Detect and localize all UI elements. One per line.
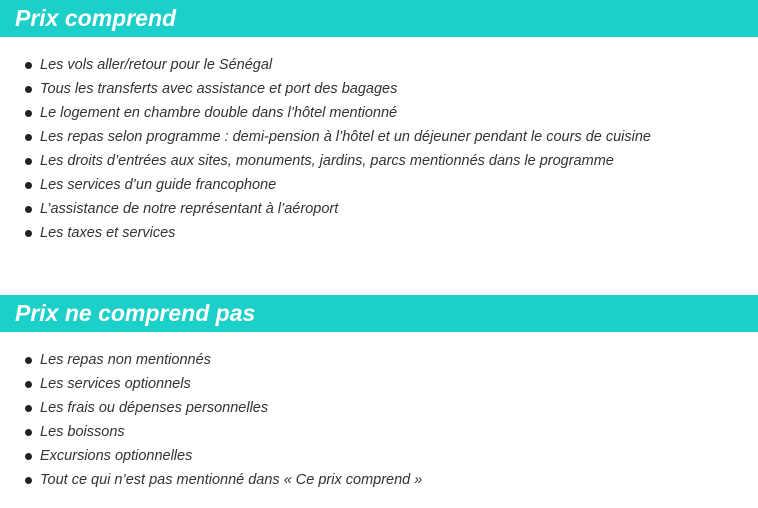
bullet-icon bbox=[25, 182, 32, 189]
bullet-icon bbox=[25, 477, 32, 484]
list-item bbox=[0, 149, 651, 173]
list-item-text: Les repas non mentionnés bbox=[40, 352, 211, 368]
list-item-text: Tous les transferts avec assistance et port des bagages bbox=[40, 81, 398, 97]
list-item bbox=[0, 444, 422, 468]
list-item bbox=[0, 348, 422, 372]
excluded-list bbox=[0, 348, 422, 492]
list-item bbox=[0, 396, 422, 420]
list-item-text: Le logement en chambre double dans l’hôtel mentionné bbox=[40, 105, 398, 121]
list-item bbox=[0, 101, 651, 125]
bullet-icon bbox=[25, 134, 32, 141]
list-item-text: Les services optionnels bbox=[40, 376, 191, 392]
bullet-icon bbox=[25, 405, 32, 412]
section-title-excluded: Prix ne comprend pas bbox=[0, 295, 758, 332]
list-item-text: Les vols aller/retour pour le Sénégal bbox=[40, 57, 273, 73]
bullet-icon bbox=[25, 62, 32, 69]
list-item bbox=[0, 372, 422, 396]
list-item bbox=[0, 221, 651, 245]
list-item-text: Les droits d’entrées aux sites, monuments, jardins, parcs mentionnés dans le programme bbox=[40, 153, 614, 169]
list-item-text: Les frais ou dépenses personnelles bbox=[40, 400, 269, 416]
list-item-text: Les taxes et services bbox=[40, 225, 176, 241]
list-item-text: Les boissons bbox=[40, 424, 125, 440]
bullet-icon bbox=[25, 453, 32, 460]
bullet-icon bbox=[25, 110, 32, 117]
list-item bbox=[0, 77, 651, 101]
list-item bbox=[0, 125, 651, 149]
bullet-icon bbox=[25, 429, 32, 436]
list-item bbox=[0, 197, 651, 221]
bullet-icon bbox=[25, 86, 32, 93]
list-item bbox=[0, 468, 422, 492]
list-item-text: L’assistance de notre représentant à l’aéroport bbox=[40, 201, 339, 217]
bullet-icon bbox=[25, 158, 32, 165]
list-item bbox=[0, 420, 422, 444]
list-item bbox=[0, 173, 651, 197]
included-list bbox=[0, 53, 651, 245]
list-item-text: Excursions optionnelles bbox=[40, 448, 193, 464]
list-item-text: Tout ce qui n’est pas mentionné dans « Ce prix comprend » bbox=[40, 472, 423, 488]
bullet-icon bbox=[25, 357, 32, 364]
list-item bbox=[0, 53, 651, 77]
bullet-icon bbox=[25, 381, 32, 388]
bullet-icon bbox=[25, 206, 32, 213]
bullet-icon bbox=[25, 230, 32, 237]
list-item-text: Les repas selon programme : demi-pension à l’hôtel et un déjeuner pendant le cours de cuisine bbox=[40, 129, 651, 145]
section-title-included: Prix comprend bbox=[0, 0, 758, 37]
list-item-text: Les services d’un guide francophone bbox=[40, 177, 277, 193]
